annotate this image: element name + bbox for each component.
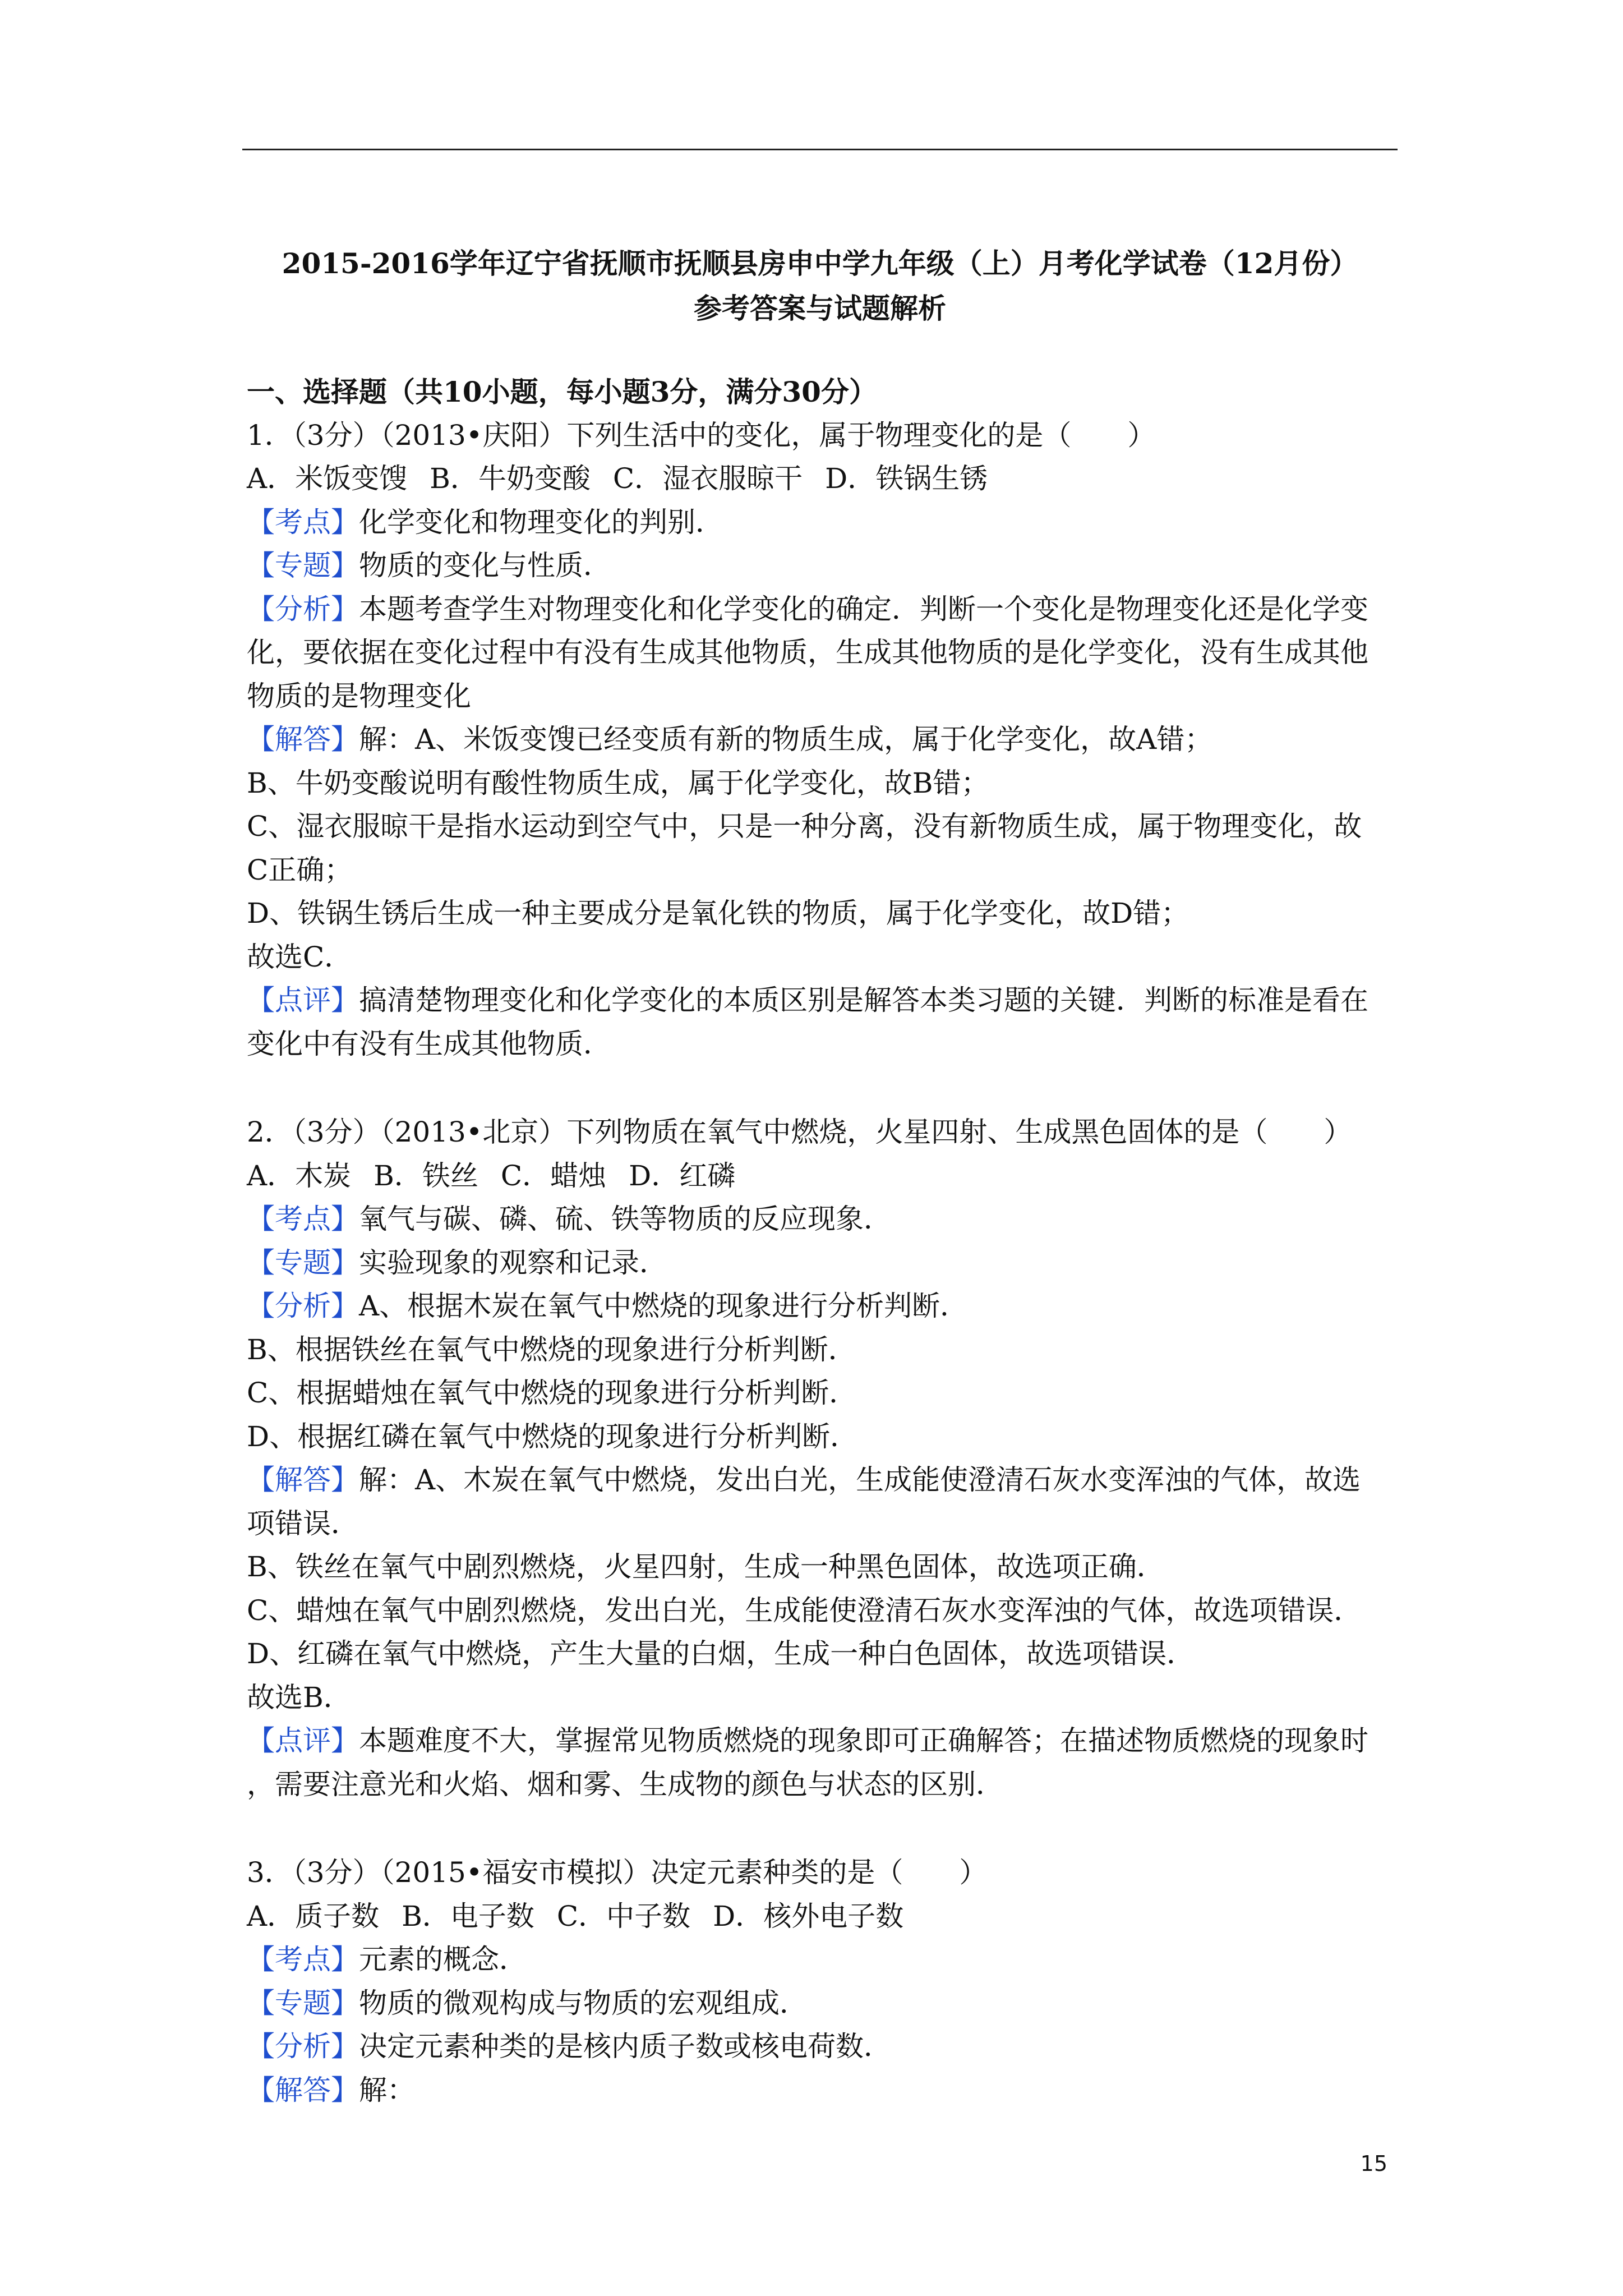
q3-fenxi-text: 决定元素种类的是核内质子数或核电荷数． <box>359 2030 892 2063</box>
q2-option-a: A．木炭 <box>247 1159 352 1192</box>
section-heading: 一、选择题（共10小题，每小题3分，满分30分） <box>247 375 877 408</box>
spacer <box>247 1806 1402 1851</box>
q1-zhuanti-text: 物质的变化与性质． <box>359 549 611 582</box>
q2-jieda-line-6: 故选B． <box>247 1681 352 1714</box>
q3-kaodian-text: 元素的概念． <box>359 1943 527 1976</box>
q1-fenxi-text-1: 本题考查学生对物理变化和化学变化的确定．判断一个变化是物理变化还是化学变 <box>359 592 1368 625</box>
q2-fenxi-text-1: A、根据木炭在氧气中燃烧的现象进行分析判断． <box>359 1290 969 1322</box>
label-fenxi: 【分析】 <box>247 2030 359 2063</box>
q1-kaodian <box>247 501 1402 545</box>
q2-jieda-line-3: B、铁丝在氧气中剧烈燃烧，火星四射，生成一种黑色固体，故选项正确． <box>247 1550 1165 1583</box>
label-zhuanti: 【专题】 <box>247 1246 359 1279</box>
q2-option-d: D．红磷 <box>629 1159 736 1192</box>
spacer <box>247 1066 1402 1111</box>
q2-jieda <box>247 1458 1402 1502</box>
q1-option-d: D．铁锅生锈 <box>825 462 988 495</box>
q2-jieda-line-2: 项错误． <box>247 1507 359 1540</box>
q2-kaodian <box>247 1198 1402 1241</box>
q1-dianping-text-1: 搞清楚物理变化和化学变化的本质区别是解答本类习题的关键．判断的标准是看在 <box>359 984 1368 1016</box>
q2-dianping-line-2: ，需要注意光和火焰、烟和雾、生成物的颜色与状态的区别． <box>247 1768 1004 1801</box>
q1-stem: 1．（3分）（2013•庆阳）下列生活中的变化，属于物理变化的是（ ） <box>247 418 1156 452</box>
label-fenxi: 【分析】 <box>247 1290 359 1322</box>
q2-jieda-line-4: C、蜡烛在氧气中剧烈燃烧，发出白光，生成能使澄清石灰水变浑浊的气体，故选项错误． <box>247 1594 1362 1627</box>
q2-kaodian-text: 氧气与碳、磷、硫、铁等物质的反应现象． <box>359 1203 892 1235</box>
q1-fenxi <box>247 588 1402 632</box>
q2-options <box>247 1154 1402 1198</box>
q2-dianping-text-1: 本题难度不大，掌握常见物质燃烧的现象即可正确解答；在描述物质燃烧的现象时 <box>359 1724 1368 1757</box>
q1-jieda-line-5: D、铁锅生锈后生成一种主要成分是氧化铁的物质，属于化学变化，故D错； <box>247 897 1189 930</box>
q1-jieda-line-3: C、湿衣服晾干是指水运动到空气中，只是一种分离，没有新物质生成，属于物理变化，故 <box>247 810 1362 843</box>
label-kaodian: 【考点】 <box>247 505 359 539</box>
q2-option-b: B．铁丝 <box>374 1159 478 1192</box>
q1-dianping-line-2: 变化中有没有生成其他物质． <box>247 1027 611 1060</box>
q1-zhuanti <box>247 544 1402 588</box>
q1-jieda-line-6: 故选C． <box>247 940 353 973</box>
q3-options <box>247 1895 1402 1939</box>
q3-jieda <box>247 2069 1402 2113</box>
label-kaodian: 【考点】 <box>247 1203 359 1235</box>
q1-jieda-line-2: B、牛奶变酸说明有酸性物质生成，属于化学变化，故B错； <box>247 766 989 799</box>
q2-fenxi-line-4: D、根据红磷在氧气中燃烧的现象进行分析判断． <box>247 1420 859 1453</box>
q2-option-c: C．蜡烛 <box>500 1159 607 1192</box>
q1-dianping <box>247 979 1402 1023</box>
q1-option-b: B．牛奶变酸 <box>430 462 591 495</box>
label-dianping: 【点评】 <box>247 1724 359 1757</box>
page-number: 15 <box>1360 2151 1387 2176</box>
q1-fenxi-line-2: 化，要依据在变化过程中有没有生成其他物质，生成其他物质的是化学变化，没有生成其他 <box>247 636 1368 669</box>
q2-zhuanti <box>247 1241 1402 1285</box>
q3-option-b: B．电子数 <box>402 1899 534 1932</box>
document-title: 2015-2016学年辽宁省抚顺市抚顺县房申中学九年级（上）月考化学试卷（12月份） <box>282 247 1358 280</box>
q2-dianping <box>247 1719 1402 1763</box>
q2-fenxi-line-3: C、根据蜡烛在氧气中燃烧的现象进行分析判断． <box>247 1377 857 1409</box>
q3-option-a: A．质子数 <box>247 1899 380 1932</box>
label-jieda: 【解答】 <box>247 2073 359 2106</box>
q1-jieda-text-1: 解：A、米饭变馊已经变质有新的物质生成，属于化学变化，故A错； <box>359 723 1213 756</box>
label-fenxi: 【分析】 <box>247 592 359 625</box>
q1-option-a: A．米饭变馊 <box>247 462 408 495</box>
q1-jieda-line-4: C正确； <box>247 853 353 886</box>
q1-options <box>247 457 1402 501</box>
q2-stem: 2．（3分）（2013•北京）下列物质在氧气中燃烧，火星四射、生成黑色固体的是（ ） <box>247 1116 1352 1148</box>
q1-jieda <box>247 718 1402 762</box>
q2-fenxi-line-2: B、根据铁丝在氧气中燃烧的现象进行分析判断． <box>247 1333 856 1366</box>
q1-option-c: C．湿衣服晾干 <box>612 462 803 495</box>
q2-jieda-line-5: D、红磷在氧气中燃烧，产生大量的白烟，生成一种白色固体，故选项错误． <box>247 1637 1195 1670</box>
label-jieda: 【解答】 <box>247 1464 359 1496</box>
label-dianping: 【点评】 <box>247 984 359 1016</box>
document-subtitle: 参考答案与试题解析 <box>694 292 946 325</box>
q2-fenxi <box>247 1285 1402 1328</box>
label-zhuanti: 【专题】 <box>247 549 359 582</box>
q2-jieda-text-1: 解：A、木炭在氧气中燃烧，发出白光，生成能使澄清石灰水变浑浊的气体，故选 <box>359 1464 1361 1496</box>
q3-zhuanti <box>247 1982 1402 2026</box>
document-body <box>247 370 1402 2112</box>
q3-jieda-text: 解： <box>359 2073 415 2106</box>
label-jieda: 【解答】 <box>247 723 359 756</box>
q1-fenxi-line-3: 物质的是物理变化 <box>247 679 471 712</box>
label-zhuanti: 【专题】 <box>247 1986 359 2019</box>
q3-option-d: D．核外电子数 <box>713 1899 904 1932</box>
header-rule <box>242 149 1398 150</box>
q3-option-c: C．中子数 <box>556 1899 691 1932</box>
q3-kaodian <box>247 1938 1402 1982</box>
q3-zhuanti-text: 物质的微观构成与物质的宏观组成． <box>359 1986 808 2019</box>
q2-zhuanti-text: 实验现象的观察和记录． <box>359 1246 667 1279</box>
label-kaodian: 【考点】 <box>247 1943 359 1976</box>
q3-fenxi <box>247 2025 1402 2069</box>
q1-kaodian-text: 化学变化和物理变化的判别． <box>359 505 723 539</box>
q3-stem: 3．（3分）（2015•福安市模拟）决定元素种类的是（ ） <box>247 1856 988 1889</box>
